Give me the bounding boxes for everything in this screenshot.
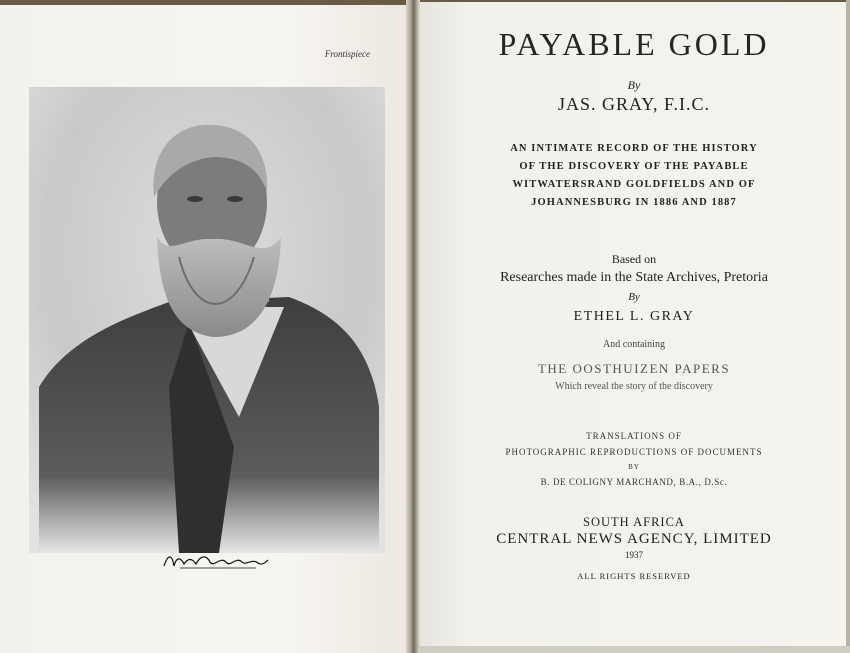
by-label: By — [627, 78, 641, 92]
translations-line-2: PHOTOGRAPHIC REPRODUCTIONS OF DOCUMENTS — [505, 447, 763, 457]
translations-line-1: TRANSLATIONS OF — [586, 431, 682, 441]
book-gutter — [406, 0, 420, 653]
researches-line: Researches made in the State Archives, Pretoria — [500, 270, 768, 285]
by-label-3: BY — [628, 463, 640, 471]
signature — [160, 548, 270, 574]
papers-note: Which reveal the story of the discovery — [555, 381, 713, 392]
publisher-name: CENTRAL NEWS AGENCY, LIMITED — [496, 531, 772, 547]
left-page — [0, 5, 408, 653]
subtitle-line: WITWATERSRAND GOLDFIELDS AND OF — [512, 179, 756, 190]
and-containing-label: And containing — [603, 339, 665, 350]
book-title: PAYABLE GOLD — [498, 26, 770, 62]
frontispiece-label: Frontispiece — [324, 49, 370, 59]
publication-year: 1937 — [625, 550, 643, 560]
rights-notice: ALL RIGHTS RESERVED — [577, 571, 691, 581]
subtitle-line: OF THE DISCOVERY OF THE PAYABLE — [519, 161, 749, 172]
coauthor-name: ETHEL L. GRAY — [573, 309, 695, 324]
publisher-place: SOUTH AFRICA — [583, 515, 685, 529]
portrait-photo — [29, 87, 385, 553]
author-name: JAS. GRAY, F.I.C. — [557, 94, 711, 114]
subtitle-line: AN INTIMATE RECORD OF THE HISTORY — [510, 143, 758, 154]
by-label-2: By — [628, 291, 640, 303]
papers-title: THE OOSTHUIZEN PAPERS — [537, 361, 731, 376]
book-bottom-edge — [420, 646, 850, 653]
subtitle-line: JOHANNESBURG IN 1886 AND 1887 — [531, 197, 737, 208]
translator-name: B. DE COLIGNY MARCHAND, B.A., D.Sc. — [540, 477, 728, 487]
based-on-label: Based on — [611, 252, 657, 266]
